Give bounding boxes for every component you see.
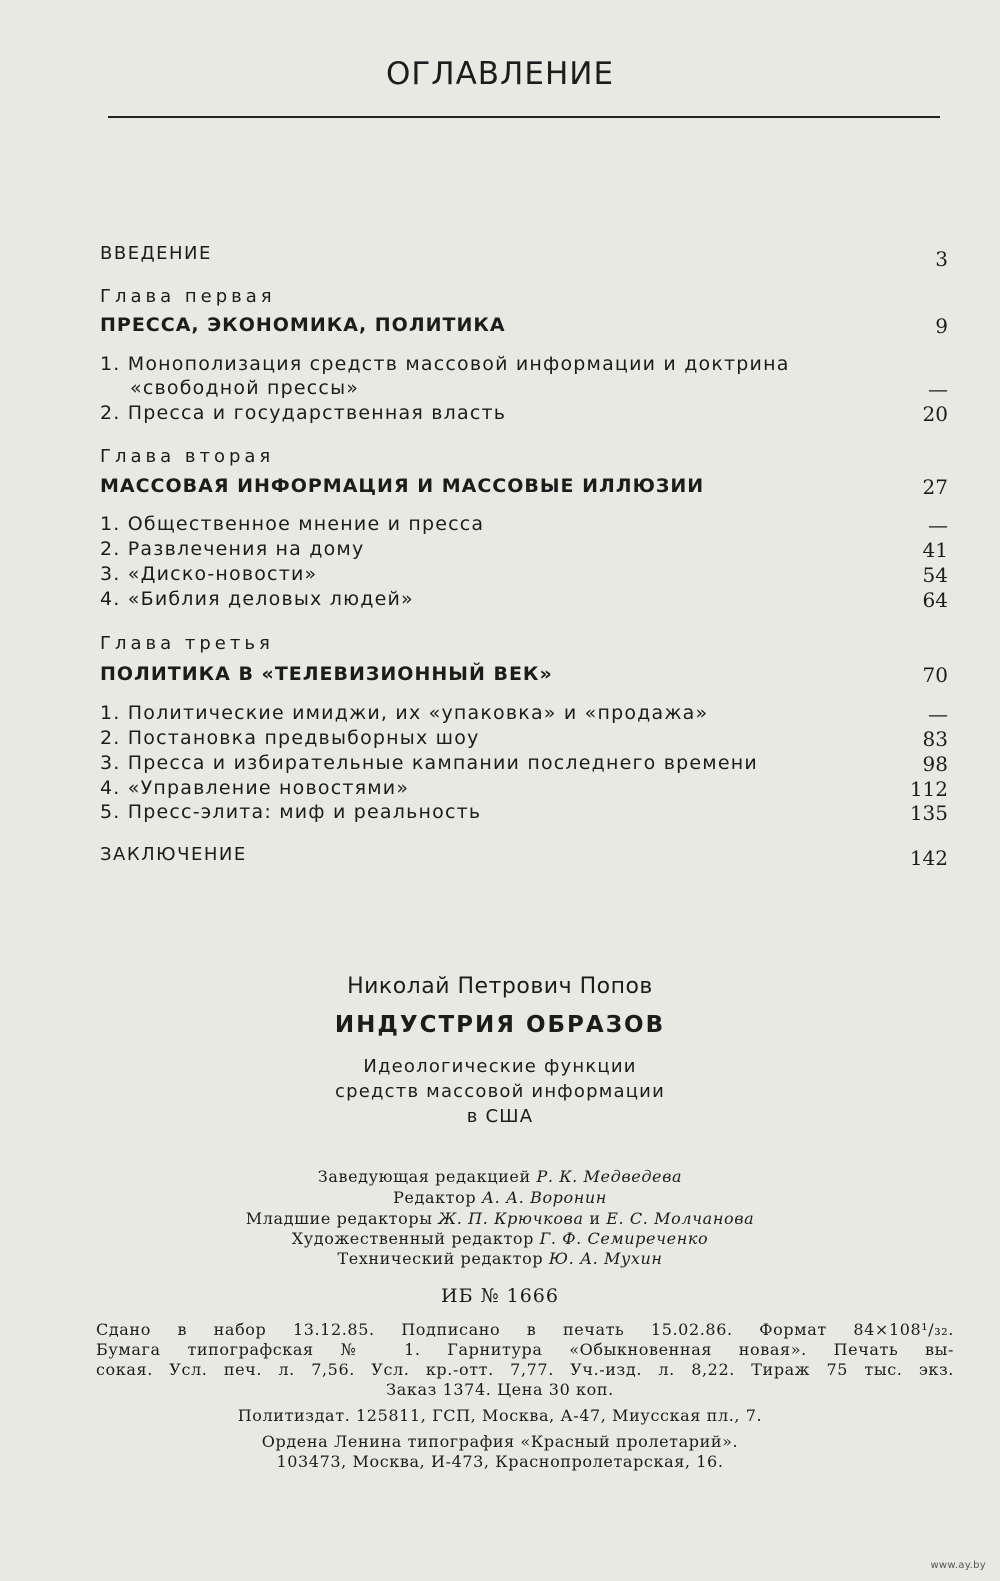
chapter1-label: Глава первая: [100, 286, 276, 307]
chapter3-title[interactable]: [100, 663, 948, 689]
toc-item-page: 112: [909, 777, 948, 801]
chapter2-label: Глава вторая: [100, 446, 275, 467]
credit-line: Заведующая редакцией Р. К. Медведева: [317, 1167, 683, 1186]
credit-line: Художественный редактор Г. Ф. Семиреченко: [291, 1229, 709, 1248]
toc-item[interactable]: 3. Пресса и избирательные кампании последнего времени 98: [100, 752, 948, 776]
toc-item-page: 64: [922, 588, 948, 612]
toc-item[interactable]: 3. «Диско-новости» 54: [100, 563, 948, 587]
chapter2-title[interactable]: [100, 475, 948, 501]
toc-item[interactable]: 5. Пресс-элита: миф и реальность 135: [100, 801, 948, 825]
toc-conclusion-label: ЗАКЛЮЧЕНИЕ: [100, 844, 247, 865]
printer-line: Ордена Ленина типография «Красный пролетарий».: [261, 1432, 739, 1451]
printer-line: 103473, Москва, И-473, Краснопролетарская, 16.: [276, 1452, 724, 1471]
imprint-line: Заказ 1374. Цена 30 коп.: [386, 1380, 614, 1399]
ib-number: ИБ № 1666: [441, 1285, 559, 1307]
toc-item-continuation[interactable]: «свободной прессы» —: [130, 377, 948, 401]
toc-item[interactable]: 1. Политические имиджи, их «упаковка» и «продажа» —: [100, 702, 948, 726]
toc-item-page: —: [928, 513, 948, 537]
toc-intro[interactable]: [100, 243, 948, 269]
toc-intro-page: 3: [935, 247, 948, 271]
toc-item-page: —: [928, 377, 948, 401]
publisher-line: Политиздат. 125811, ГСП, Москва, А-47, Миусская пл., 7.: [237, 1406, 763, 1425]
imprint-line: сокая. Усл. печ. л. 7,56. Усл. кр.-отт. 7,77. Уч.-изд. л. 8,22. Тираж 75 тыс. экз.: [96, 1360, 954, 1379]
chapter1-title-text: ПРЕССА, ЭКОНОМИКА, ПОЛИТИКА: [100, 314, 506, 336]
chapter1-page: 9: [935, 314, 948, 338]
credit-line: Младшие редакторы Ж. П. Крючкова и Е. С. Молчанова: [245, 1209, 755, 1228]
toc-conclusion-page: 142: [909, 846, 948, 870]
chapter2-title-text: МАССОВАЯ ИНФОРМАЦИЯ И МАССОВЫЕ ИЛЛЮЗИИ: [100, 475, 705, 497]
toc-item[interactable]: 4. «Библия деловых людей» 64: [100, 588, 948, 612]
book-subtitle-line: средств массовой информации: [335, 1081, 665, 1102]
toc-item-page: —: [928, 702, 948, 726]
toc-intro-label: ВВЕДЕНИЕ: [100, 243, 212, 264]
toc-item[interactable]: 2. Постановка предвыборных шоу 83: [100, 727, 948, 751]
watermark: www.ay.by: [930, 1560, 986, 1571]
credit-line: Редактор А. А. Воронин: [393, 1188, 607, 1207]
heading-rule: [108, 116, 940, 118]
toc-item-page: 135: [909, 801, 948, 825]
toc-item[interactable]: 1. Монополизация средств массовой информации и доктрина: [100, 353, 790, 375]
toc-item-page: 98: [922, 752, 948, 776]
book-author: Николай Петрович Попов: [347, 974, 653, 999]
toc-item-page: 41: [922, 538, 948, 562]
chapter1-title[interactable]: [100, 314, 948, 340]
imprint-line: Бумага типографская № 1. Гарнитура «Обыкновенная новая». Печать вы-: [96, 1340, 954, 1359]
book-subtitle-line: в США: [466, 1106, 534, 1127]
credit-line: Технический редактор Ю. А. Мухин: [337, 1249, 663, 1268]
toc-item-page: 83: [922, 727, 948, 751]
chapter3-page: 70: [922, 663, 948, 687]
toc-item[interactable]: 1. Общественное мнение и пресса —: [100, 513, 948, 537]
chapter2-page: 27: [922, 475, 948, 499]
book-subtitle-line: Идеологические функции: [363, 1056, 637, 1077]
book-title: ИНДУСТРИЯ ОБРАЗОВ: [334, 1012, 666, 1038]
chapter3-label: Глава третья: [100, 633, 274, 654]
toc-conclusion[interactable]: [100, 844, 948, 870]
chapter3-title-text: ПОЛИТИКА В «ТЕЛЕВИЗИОННЫЙ ВЕК»: [100, 663, 553, 685]
toc-item-page: 20: [922, 402, 948, 426]
toc-item[interactable]: 2. Пресса и государственная власть 20: [100, 402, 948, 426]
toc-item-page: 54: [922, 563, 948, 587]
toc-item[interactable]: 2. Развлечения на дому 41: [100, 538, 948, 562]
contents-heading: ОГЛАВЛЕНИЕ: [385, 56, 615, 92]
toc-item[interactable]: 4. «Управление новостями» 112: [100, 777, 948, 801]
imprint-line: Сдано в набор 13.12.85. Подписано в печать 15.02.86. Формат 84×108¹/₃₂.: [96, 1320, 954, 1339]
